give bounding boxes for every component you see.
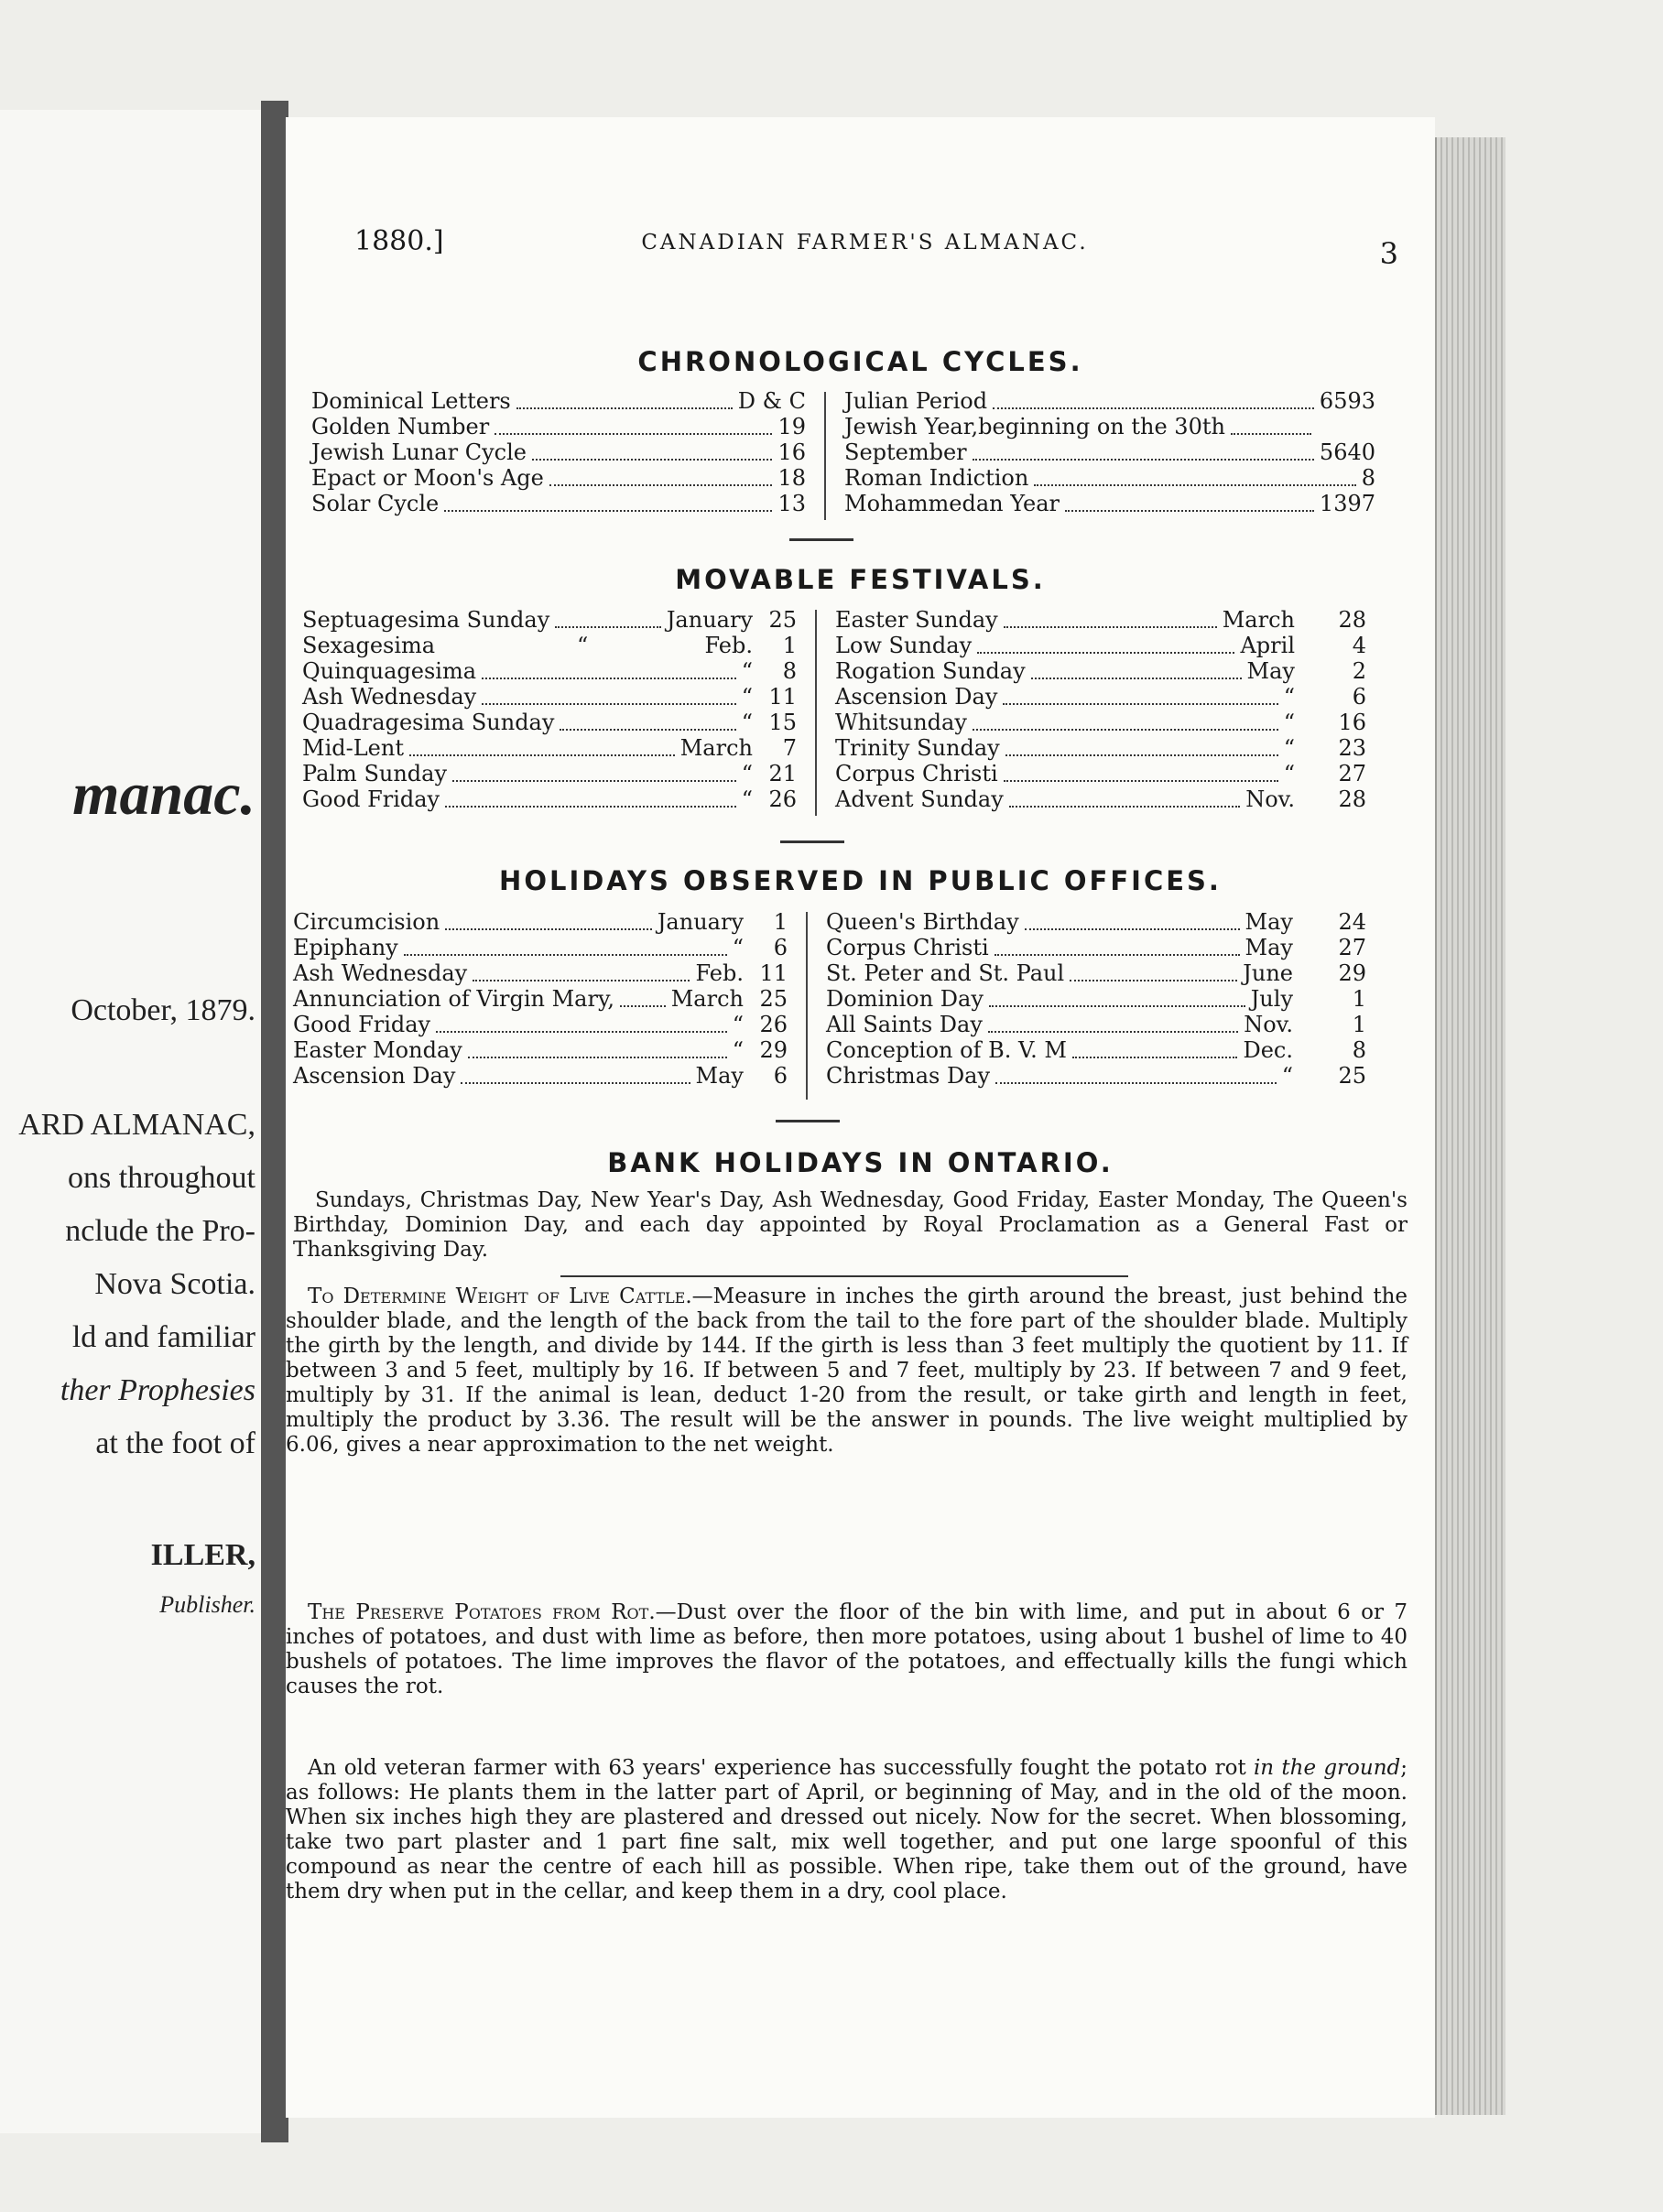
row-value: 28 xyxy=(1338,607,1366,633)
dot-leader xyxy=(1065,508,1314,512)
row-value: 7 xyxy=(782,735,797,761)
row-value: 25 xyxy=(759,986,788,1012)
row-label: September xyxy=(844,439,967,465)
table-row xyxy=(311,439,806,465)
row-value: 26 xyxy=(768,786,797,812)
table-row xyxy=(835,658,1366,684)
row-month: “ xyxy=(741,658,753,684)
potato-rot-article xyxy=(286,1756,1408,1904)
dot-leader xyxy=(977,650,1234,654)
row-label: Palm Sunday xyxy=(302,761,448,786)
dot-leader xyxy=(973,727,1278,731)
facing-page-fragment xyxy=(0,110,264,2133)
dot-leader xyxy=(1031,676,1242,679)
row-month: “ xyxy=(741,684,753,710)
table-row xyxy=(302,607,797,633)
dot-leader xyxy=(1231,431,1311,435)
running-head-title: CANADIAN FARMER'S ALMANAC. xyxy=(641,231,1089,255)
table-row xyxy=(302,633,797,658)
table-row xyxy=(835,761,1366,786)
row-month: “ xyxy=(1283,684,1295,710)
row-value: 29 xyxy=(759,1037,788,1063)
dot-leader xyxy=(989,1003,1245,1007)
section-rule xyxy=(560,1275,1128,1277)
table-row xyxy=(844,414,1375,439)
article-body: —Measure in inches the girth around the breast, just behind the shoulder blade, and the length of the back from the tail to the fore part of the shoulder blade. Multiply the girth by the length, and divide by 144. If the girth is less than 3 feet multiply the quotient by 11. If between 3 and 5 feet, multiply by 16. If between 5 and 7 feet, multiply by 23. If between 7 and 9 feet, multiply by 31. If the animal is lean, deduct 1-20 from the result, or take girth and length in feet, multiply the product by 3.36. The result will be the answer in pounds. The live weight multiplied by 6.06, gives a near approximation to the net weight. xyxy=(286,1285,1408,1457)
row-label: Whitsunday xyxy=(835,710,967,735)
table-row xyxy=(835,786,1366,812)
row-value: 6593 xyxy=(1319,388,1375,414)
running-head-year: 1880.] xyxy=(354,225,444,257)
row-label: Corpus Christi xyxy=(826,935,989,960)
book-gutter xyxy=(261,101,288,2142)
dot-leader xyxy=(995,952,1240,956)
row-label: Solar Cycle xyxy=(311,491,440,516)
dot-leader xyxy=(1072,1055,1238,1058)
row-label: Corpus Christi xyxy=(835,761,998,786)
dot-leader xyxy=(1004,778,1278,782)
row-month: April xyxy=(1240,633,1295,658)
dot-leader xyxy=(452,778,736,782)
row-value: 5640 xyxy=(1319,439,1375,465)
dot-leader xyxy=(995,1080,1277,1084)
dot-leader xyxy=(444,508,772,512)
table-row xyxy=(844,388,1375,414)
row-value: 2 xyxy=(1352,658,1366,684)
cattle-weight-article xyxy=(286,1285,1408,1458)
row-value: 6 xyxy=(773,1063,788,1089)
dot-leader xyxy=(993,406,1314,409)
dot-leader xyxy=(495,431,772,435)
row-value: 15 xyxy=(768,710,797,735)
row-month: May xyxy=(1245,935,1293,960)
row-value: 8 xyxy=(1352,1037,1366,1063)
row-label: Conception of B. V. M xyxy=(826,1037,1067,1063)
dot-leader xyxy=(532,457,773,461)
row-value: 23 xyxy=(1338,735,1366,761)
column-divider xyxy=(824,392,826,520)
dot-leader xyxy=(482,701,736,705)
dot-leader xyxy=(482,676,736,679)
row-month: Dec. xyxy=(1243,1037,1293,1063)
row-label: Ascension Day xyxy=(835,684,998,710)
row-month: “ xyxy=(732,935,744,960)
row-month: “ xyxy=(1283,710,1295,735)
row-month: “ xyxy=(732,1012,744,1037)
row-value: 28 xyxy=(1338,786,1366,812)
table-row xyxy=(293,986,788,1012)
row-ditto: “ xyxy=(577,633,589,658)
table-row xyxy=(835,607,1366,633)
section-rule xyxy=(776,1120,840,1122)
movable-festivals-right-column xyxy=(835,607,1366,812)
bank-holidays-text: Sundays, Christmas Day, New Year's Day, Ash Wednesday, Good Friday, Easter Monday, The Queen's Birthday, Dominion Day, and each day appointed by Royal Proclamation as a General Fast or Thanksgiving Day. xyxy=(293,1188,1408,1262)
table-row xyxy=(835,633,1366,658)
row-month: “ xyxy=(741,710,753,735)
row-value: 16 xyxy=(777,439,806,465)
table-row xyxy=(311,414,806,439)
row-value: 1397 xyxy=(1319,491,1375,516)
row-value: 19 xyxy=(777,414,806,439)
row-label: Low Sunday xyxy=(835,633,973,658)
dot-leader xyxy=(445,927,652,930)
row-label: Roman Indiction xyxy=(844,465,1029,491)
dot-leader xyxy=(473,978,690,981)
section-rule xyxy=(780,840,844,843)
table-row xyxy=(826,935,1366,960)
row-label: Septuagesima Sunday xyxy=(302,607,550,633)
row-month: March xyxy=(670,986,744,1012)
table-row xyxy=(293,909,788,935)
row-value: 27 xyxy=(1338,935,1366,960)
bank-holidays-heading: BANK HOLIDAYS IN ONTARIO. xyxy=(607,1147,1114,1178)
article-body: ; as follows: He plants them in the latter part of April, or beginning of May, and in the old of the moon. When six inches high they are plastered and dressed out nicely. Now for the secret. When blossoming, take two part plaster and 1 part fine salt, mix well together, and put one large spoonful of this compound as near the centre of each hill as possible. When ripe, take them out of the ground, have them dry when put in the cellar, and keep them in a dry, cool place. xyxy=(286,1756,1408,1903)
row-value: 8 xyxy=(1361,465,1375,491)
table-row xyxy=(844,465,1375,491)
row-label: All Saints Day xyxy=(826,1012,983,1037)
row-value: 13 xyxy=(777,491,806,516)
row-month: January xyxy=(666,607,753,633)
article-body: —Dust over the floor of the bin with lime, and put in about 6 or 7 inches of potatoes, and dust with lime as before, then more potatoes, using about 1 bushel of lime to 40 bushels of potatoes. The lime improves the flavor of the potatoes, and effectually kills the fungi which causes the rot. xyxy=(286,1600,1408,1698)
dot-leader xyxy=(461,1080,690,1084)
row-month: “ xyxy=(741,786,753,812)
row-month: May xyxy=(1246,658,1295,684)
table-row xyxy=(293,1063,788,1089)
dot-leader xyxy=(549,483,773,486)
article-italic: in the ground xyxy=(1253,1756,1401,1780)
movable-festivals-left-column xyxy=(302,607,797,812)
row-label: Trinity Sunday xyxy=(835,735,1000,761)
row-label: Sexagesima xyxy=(302,633,436,658)
facing-page-line: ther Prophesies xyxy=(60,1373,255,1407)
row-month: Feb. xyxy=(695,960,744,986)
row-value: 25 xyxy=(1338,1063,1366,1089)
row-label: Annunciation of Virgin Mary, xyxy=(293,986,614,1012)
table-row xyxy=(293,1037,788,1063)
dot-leader xyxy=(1070,978,1237,981)
public-holidays-left-column xyxy=(293,909,788,1089)
row-value: 18 xyxy=(777,465,806,491)
table-row xyxy=(302,684,797,710)
row-value: D & C xyxy=(737,388,806,414)
row-month: Nov. xyxy=(1244,1012,1293,1037)
column-divider xyxy=(815,610,817,816)
row-label: Dominical Letters xyxy=(311,388,511,414)
facing-page-script-title: manac. xyxy=(72,761,255,828)
dot-leader xyxy=(1034,483,1355,486)
row-month: “ xyxy=(1281,1063,1293,1089)
row-value: 1 xyxy=(1352,986,1366,1012)
facing-page-line: ons throughout xyxy=(68,1161,255,1195)
row-label: Julian Period xyxy=(844,388,988,414)
dot-leader xyxy=(1004,624,1217,628)
row-label: Jewish Year,beginning on the 30th xyxy=(844,414,1225,439)
table-row xyxy=(311,388,806,414)
row-label: Dominion Day xyxy=(826,986,984,1012)
row-label: Queen's Birthday xyxy=(826,909,1019,935)
row-value: 4 xyxy=(1352,633,1366,658)
row-month: Feb. xyxy=(704,633,753,658)
row-value: 6 xyxy=(1352,684,1366,710)
row-value: 6 xyxy=(773,935,788,960)
row-label: Christmas Day xyxy=(826,1063,991,1089)
movable-festivals-heading: MOVABLE FESTIVALS. xyxy=(675,564,1046,595)
dot-leader xyxy=(973,457,1314,461)
article-body-start: An old veteran farmer with 63 years' experience has successfully fought the potato rot xyxy=(308,1756,1254,1780)
almanac-page xyxy=(286,117,1435,2118)
facing-page-line: Nova Scotia. xyxy=(94,1267,255,1301)
row-month: July xyxy=(1250,986,1293,1012)
table-row xyxy=(835,684,1366,710)
dot-leader xyxy=(1009,804,1240,808)
article-lead: The Preserve Potatoes from Rot. xyxy=(308,1600,656,1624)
row-label: Advent Sunday xyxy=(835,786,1004,812)
chronological-cycles-left-column xyxy=(311,388,806,516)
facing-page-line: at the foot of xyxy=(95,1426,255,1460)
row-month: March xyxy=(679,735,753,761)
row-month: June xyxy=(1243,960,1293,986)
table-row xyxy=(844,491,1375,516)
row-label: Good Friday xyxy=(293,1012,431,1037)
table-row xyxy=(844,439,1375,465)
row-label: St. Peter and St. Paul xyxy=(826,960,1065,986)
table-row xyxy=(826,1063,1366,1089)
dot-leader xyxy=(1005,753,1278,756)
facing-page-line: ld and familiar xyxy=(71,1320,255,1354)
row-value: 16 xyxy=(1338,710,1366,735)
public-holidays-right-column xyxy=(826,909,1366,1089)
row-month: Nov. xyxy=(1245,786,1295,812)
table-row xyxy=(826,1012,1366,1037)
row-label: Ash Wednesday xyxy=(293,960,468,986)
dot-leader xyxy=(555,624,661,628)
row-label: Rogation Sunday xyxy=(835,658,1026,684)
dot-leader xyxy=(516,406,733,409)
row-label: Jewish Lunar Cycle xyxy=(311,439,527,465)
column-divider xyxy=(806,912,808,1100)
table-row xyxy=(826,909,1366,935)
row-value: 11 xyxy=(759,960,788,986)
row-value: 21 xyxy=(768,761,797,786)
dot-leader xyxy=(560,727,735,731)
table-row xyxy=(826,960,1366,986)
potato-preserve-article xyxy=(286,1600,1408,1699)
row-value: 1 xyxy=(773,909,788,935)
facing-page-line: October, 1879. xyxy=(71,993,255,1027)
row-label: Epiphany xyxy=(293,935,398,960)
table-row xyxy=(835,735,1366,761)
row-month: “ xyxy=(1283,735,1295,761)
public-holidays-heading: HOLIDAYS OBSERVED IN PUBLIC OFFICES. xyxy=(499,865,1222,896)
dot-leader xyxy=(988,1029,1238,1033)
running-head xyxy=(322,218,1408,271)
facing-page-line: ILLER, xyxy=(150,1538,255,1572)
section-rule xyxy=(789,538,853,541)
row-label: Quinquagesima xyxy=(302,658,477,684)
row-label: Epact or Moon's Age xyxy=(311,465,544,491)
dot-leader xyxy=(1025,927,1240,930)
row-month: March xyxy=(1222,607,1295,633)
row-value: 8 xyxy=(782,658,797,684)
row-month: “ xyxy=(1283,761,1295,786)
row-label: Circumcision xyxy=(293,909,440,935)
table-row xyxy=(311,491,806,516)
dot-leader xyxy=(409,753,675,756)
table-row xyxy=(826,1037,1366,1063)
row-label: Easter Monday xyxy=(293,1037,462,1063)
table-row xyxy=(293,960,788,986)
dot-leader xyxy=(404,952,727,956)
article-lead: To Determine Weight of Live Cattle. xyxy=(308,1285,692,1308)
row-label: Mohammedan Year xyxy=(844,491,1060,516)
page-edges xyxy=(1435,137,1505,2115)
dot-leader xyxy=(620,1003,666,1007)
row-month: “ xyxy=(732,1037,744,1063)
row-value: 1 xyxy=(1352,1012,1366,1037)
table-row xyxy=(311,465,806,491)
table-row xyxy=(302,735,797,761)
dot-leader xyxy=(1003,701,1277,705)
row-value: 11 xyxy=(768,684,797,710)
table-row xyxy=(302,761,797,786)
row-label: Golden Number xyxy=(311,414,490,439)
row-value: 27 xyxy=(1338,761,1366,786)
table-row xyxy=(293,1012,788,1037)
table-row xyxy=(293,935,788,960)
row-month: May xyxy=(1245,909,1293,935)
table-row xyxy=(302,710,797,735)
row-value: 25 xyxy=(768,607,797,633)
page-number: 3 xyxy=(1379,236,1398,271)
dot-leader xyxy=(468,1055,727,1058)
row-label: Good Friday xyxy=(302,786,440,812)
row-value: 29 xyxy=(1338,960,1366,986)
row-value: 26 xyxy=(759,1012,788,1037)
row-value: 1 xyxy=(782,633,797,658)
facing-page-line: ARD ALMANAC, xyxy=(18,1108,255,1142)
table-row xyxy=(302,658,797,684)
facing-page-publisher: Publisher. xyxy=(159,1591,255,1618)
row-month: May xyxy=(695,1063,744,1089)
row-label: Mid-Lent xyxy=(302,735,404,761)
row-label: Quadragesima Sunday xyxy=(302,710,555,735)
dot-leader xyxy=(436,1029,727,1033)
row-month: January xyxy=(657,909,744,935)
row-label: Ash Wednesday xyxy=(302,684,477,710)
table-row xyxy=(302,786,797,812)
chronological-cycles-heading: CHRONOLOGICAL CYCLES. xyxy=(637,346,1083,377)
row-value: 24 xyxy=(1338,909,1366,935)
table-row xyxy=(826,986,1366,1012)
row-month: “ xyxy=(741,761,753,786)
table-row xyxy=(835,710,1366,735)
chronological-cycles-right-column xyxy=(844,388,1375,516)
row-label: Ascension Day xyxy=(293,1063,456,1089)
row-label: Easter Sunday xyxy=(835,607,998,633)
dot-leader xyxy=(445,804,736,808)
facing-page-line: nclude the Pro- xyxy=(65,1214,255,1248)
